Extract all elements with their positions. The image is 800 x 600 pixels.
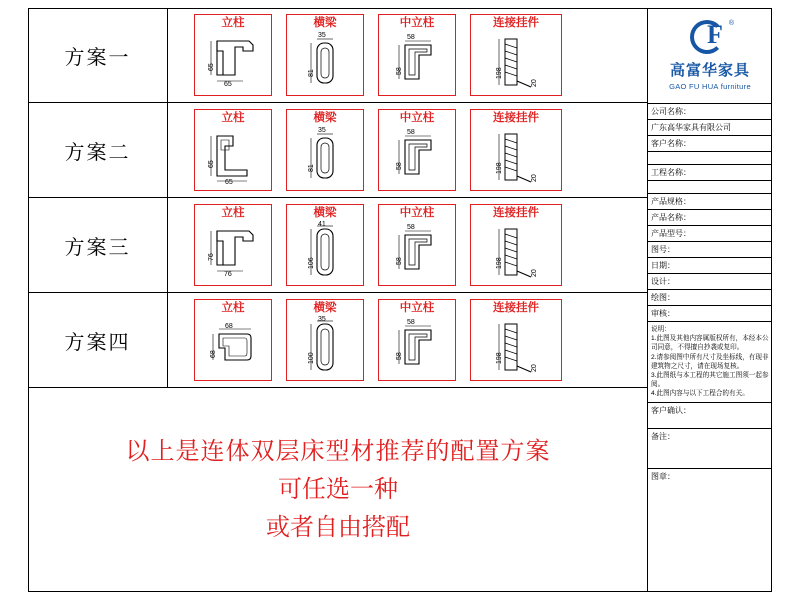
company-name-cn: 高富华家具 xyxy=(669,62,750,79)
dim-left: 76 xyxy=(208,253,215,261)
dim-right: 20 xyxy=(531,364,538,372)
part-cell-midcolumn xyxy=(378,14,456,96)
part-title: 立柱 xyxy=(221,207,245,219)
part-cell-beam xyxy=(286,204,364,286)
dim-top: 35 xyxy=(318,316,326,323)
part-title: 连接挂件 xyxy=(493,17,539,29)
part-title: 横梁 xyxy=(313,112,337,124)
part-title: 连接挂件 xyxy=(493,112,539,124)
field-company-value: 广东高华家具有限公司 xyxy=(648,120,772,136)
field-drawing-no-label: 图号： xyxy=(648,242,772,258)
part-title: 立柱 xyxy=(221,112,245,124)
part-drawing xyxy=(287,31,363,95)
stamp: 图章： xyxy=(651,471,675,481)
part-title: 中立柱 xyxy=(399,112,435,124)
field-spec-label: 产品规格： xyxy=(648,194,772,210)
field-drafter-label: 绘图： xyxy=(648,290,772,306)
note-line-2: 2.请参阅图中所有尺寸及坐标线，有现非建筑物之尺寸，请在现场复核。 xyxy=(651,353,769,370)
dim-left: 58 xyxy=(396,67,403,75)
dim-right: 20 xyxy=(531,174,538,182)
dim-left: 100 xyxy=(308,352,315,364)
dim-top: 35 xyxy=(318,32,326,39)
notes-title: 说明： xyxy=(651,326,671,333)
table-row xyxy=(28,8,647,103)
part-cell-midcolumn xyxy=(378,204,456,286)
dim-left: 198 xyxy=(496,352,503,364)
dim-left: 65 xyxy=(208,63,215,71)
part-title: 中立柱 xyxy=(399,17,435,29)
part-drawing xyxy=(195,221,271,285)
dim-top: 58 xyxy=(407,34,415,41)
dim-left: 81 xyxy=(308,69,315,77)
dim-top: 41 xyxy=(318,221,326,228)
field-date-label: 日期： xyxy=(648,258,772,274)
dim-left: 106 xyxy=(308,257,315,269)
part-cell-hanger xyxy=(470,299,562,381)
dim-left: 81 xyxy=(308,164,315,172)
part-cell-midcolumn xyxy=(378,299,456,381)
footer-note xyxy=(28,388,648,592)
part-drawing xyxy=(195,31,271,95)
dim-left: 65 xyxy=(208,160,215,168)
footer-line-3: 或者自由搭配 xyxy=(266,514,410,541)
part-drawing xyxy=(379,126,455,190)
table-row xyxy=(28,293,647,388)
part-title: 连接挂件 xyxy=(493,302,539,314)
company-logo xyxy=(648,8,772,104)
remark: 备注： xyxy=(648,429,772,469)
part-drawing xyxy=(471,221,561,285)
trademark-icon: ® xyxy=(728,20,734,27)
part-drawing xyxy=(379,221,455,285)
part-cell-column xyxy=(194,14,272,96)
part-drawing xyxy=(471,126,561,190)
part-drawing xyxy=(471,316,561,380)
part-cell-column xyxy=(194,299,272,381)
dim-left: 58 xyxy=(396,162,403,170)
logo-icon xyxy=(690,20,734,56)
footer-line-1: 以上是连体双层床型材推荐的配置方案 xyxy=(125,438,551,465)
scheme-label: 方案四 xyxy=(28,293,168,387)
dim-left: 68 xyxy=(210,350,217,358)
part-cell-hanger xyxy=(470,204,562,286)
part-cell-beam xyxy=(286,109,364,191)
part-drawing xyxy=(287,316,363,380)
part-cell-hanger xyxy=(470,14,562,96)
scheme-label: 方案三 xyxy=(28,198,168,292)
scheme-label: 方案二 xyxy=(28,103,168,197)
dim-left: 58 xyxy=(396,257,403,265)
dim-top: 58 xyxy=(407,224,415,231)
field-model-label: 产品型号： xyxy=(648,226,772,242)
scheme-parts xyxy=(168,103,647,197)
dim-top: 58 xyxy=(407,129,415,136)
dim-top: 35 xyxy=(318,127,326,134)
part-title: 连接挂件 xyxy=(493,207,539,219)
dim-left: 198 xyxy=(496,162,503,174)
part-drawing xyxy=(471,31,561,95)
field-customer-label: 客户名称： xyxy=(648,136,772,152)
part-title: 立柱 xyxy=(221,302,245,314)
field-company-label: 公司名称： xyxy=(648,104,772,120)
dim-bottom: 76 xyxy=(224,271,232,278)
notes-block xyxy=(648,322,772,403)
part-cell-hanger xyxy=(470,109,562,191)
part-title: 横梁 xyxy=(313,207,337,219)
dim-bottom: 65 xyxy=(225,179,233,186)
part-drawing xyxy=(195,316,271,380)
table-row xyxy=(28,103,647,198)
dim-left: 198 xyxy=(496,257,503,269)
field-product-name-label: 产品名称： xyxy=(648,210,772,226)
scheme-parts xyxy=(168,198,647,292)
part-title: 横梁 xyxy=(313,302,337,314)
title-block xyxy=(648,8,772,592)
field-designer-label: 设计： xyxy=(648,274,772,290)
info-fields xyxy=(648,104,772,322)
note-line-4: 4.此图内容与以下工程合的有关。 xyxy=(651,390,749,398)
company-name-en: GAO FU HUA furniture xyxy=(669,82,751,91)
part-drawing xyxy=(379,31,455,95)
part-title: 横梁 xyxy=(313,17,337,29)
field-customer-value xyxy=(648,152,772,165)
dim-right: 20 xyxy=(531,79,538,87)
logo-letter: F xyxy=(707,20,723,49)
scheme-label: 方案一 xyxy=(28,8,168,102)
dim-left: 198 xyxy=(496,67,503,79)
part-cell-column xyxy=(194,109,272,191)
part-title: 立柱 xyxy=(221,17,245,29)
dim-top: 68 xyxy=(225,323,233,330)
part-title: 中立柱 xyxy=(399,207,435,219)
dim-bottom: 65 xyxy=(224,81,232,88)
dim-left: 58 xyxy=(396,352,403,360)
part-drawing xyxy=(287,126,363,190)
note-line-3: 3.此图纸与本工程的其它施工图须一起参阅。 xyxy=(651,372,769,389)
part-cell-beam xyxy=(286,14,364,96)
part-title: 中立柱 xyxy=(399,302,435,314)
field-project-label: 工程名称： xyxy=(648,165,772,181)
dim-top: 58 xyxy=(407,319,415,326)
part-cell-midcolumn xyxy=(378,109,456,191)
part-cell-column xyxy=(194,204,272,286)
part-drawing xyxy=(287,221,363,285)
table-row xyxy=(28,198,647,293)
scheme-parts xyxy=(168,293,647,387)
scheme-parts xyxy=(168,8,647,102)
customer-confirm: 客户确认： xyxy=(648,403,772,429)
dim-right: 20 xyxy=(531,269,538,277)
note-line-1: 1.此图及其他内容属版权所有，本经本公司同意，不得擅自抄袭或复印。 xyxy=(651,335,769,352)
part-cell-beam xyxy=(286,299,364,381)
field-checker-label: 审核： xyxy=(648,306,772,322)
part-drawing xyxy=(379,316,455,380)
field-project-value xyxy=(648,181,772,194)
footer-line-2: 可任选一种 xyxy=(278,476,398,503)
part-drawing xyxy=(195,126,271,190)
